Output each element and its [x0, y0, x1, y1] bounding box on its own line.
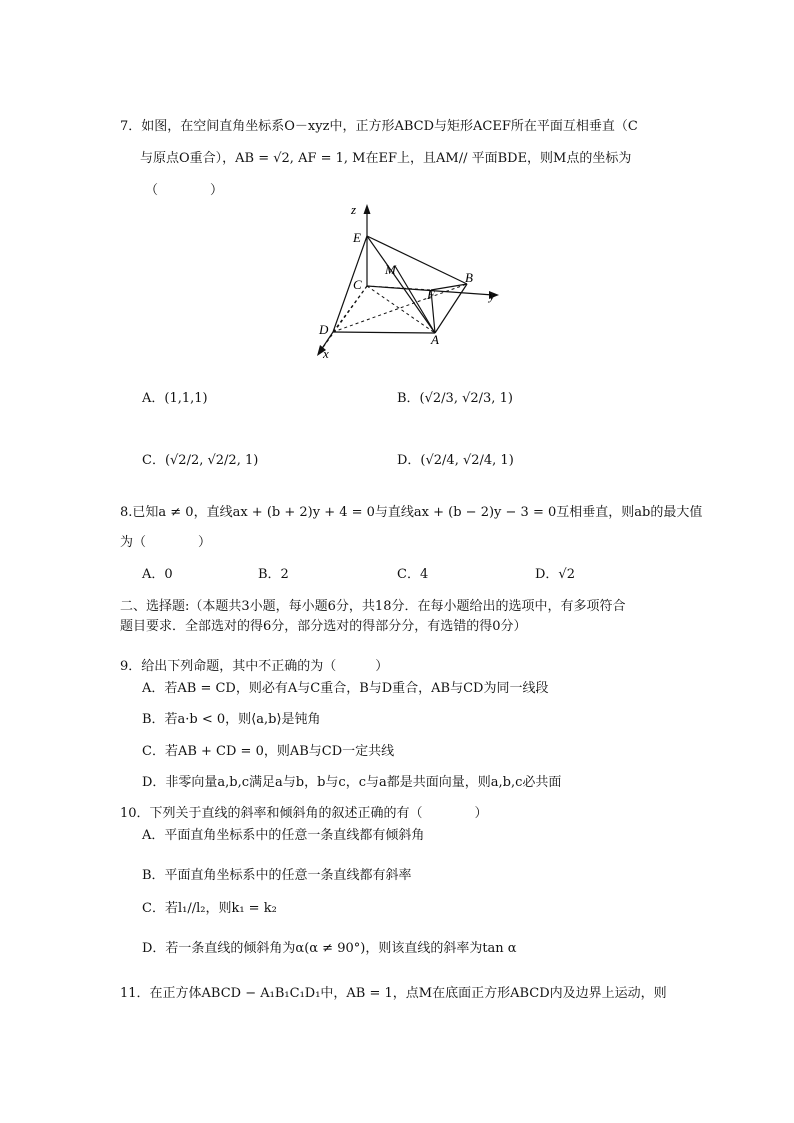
q10-option-c: C．若l₁//l₂，则k₁ = k₂ — [142, 901, 277, 916]
label-F: F — [427, 287, 435, 302]
q7-option-c: C．(√2/2, √2/2, 1) — [142, 453, 259, 468]
q8-option-c: C．4 — [397, 567, 429, 582]
q8-line2: 为（ ） — [120, 535, 212, 550]
label-E: E — [353, 230, 361, 245]
label-z: z — [351, 202, 357, 217]
label-C: C — [353, 277, 362, 292]
q10-stem: 10．下列关于直线的斜率和倾斜角的叙述正确的有（ ） — [120, 806, 488, 821]
q7-option-d: D．(√2/4, √2/4, 1) — [397, 453, 514, 468]
q7-figure — [305, 198, 515, 368]
section2-line1: 二、选择题:（本题共3小题，每小题6分，共18分．在每小题给出的选项中，有多项符合 — [120, 599, 626, 614]
q7-option-a: A．(1,1,1) — [142, 391, 208, 406]
label-D: D — [319, 322, 329, 337]
q7-line2: 与原点O重合），AB = √2, AF = 1, M在EF上，且AM// 平面BDE，则M点的坐标为 — [140, 151, 632, 166]
q10-option-a: A．平面直角坐标系中的任意一条直线都有倾斜角 — [142, 828, 425, 843]
q9-stem: 9．给出下列命题，其中不正确的为（ ） — [120, 659, 389, 674]
q8-option-b: B．2 — [258, 567, 289, 582]
q7-line1: 7．如图，在空间直角坐标系O－xyz中，正方形ABCD与矩形ACEF所在平面互相垂直（C — [120, 119, 638, 134]
q8-line1: 8.已知a ≠ 0，直线ax + (b + 2)y + 4 = 0与直线ax + (b − 2)y − 3 = 0互相垂直，则ab的最大值 — [120, 505, 703, 520]
q7-option-b: B．(√2/3, √2/3, 1) — [397, 391, 513, 406]
q9-option-b: B．若a·b < 0，则⟨a,b⟩是钝角 — [142, 712, 321, 727]
z-axis-arrow — [364, 204, 371, 214]
label-y: y — [489, 288, 495, 303]
label-A: A — [431, 332, 439, 347]
q10-option-b: B．平面直角坐标系中的任意一条直线都有斜率 — [142, 868, 412, 883]
label-x: x — [323, 346, 329, 361]
q11-stem: 11．在正方体ABCD − A₁B₁C₁D₁中，AB = 1，点M在底面正方形ABCD内及边界上运动，则 — [120, 986, 667, 1001]
q9-option-d: D．非零向量a,b,c满足a与b，b与c，c与a都是共面向量，则a,b,c必共面 — [142, 775, 562, 790]
label-M: M — [385, 262, 396, 277]
q10-option-d: D．若一条直线的倾斜角为α(α ≠ 90°)，则该直线的斜率为tan α — [142, 941, 517, 956]
q8-option-a: A．0 — [142, 567, 173, 582]
section2-line2: 题目要求．全部选对的得6分，部分选对的得部分分，有选错的得0分） — [120, 619, 527, 634]
q9-option-a: A．若AB = CD，则必有A与C重合，B与D重合，AB与CD为同一线段 — [142, 681, 549, 696]
q9-option-c: C．若AB + CD = 0，则AB与CD一定共线 — [142, 744, 395, 759]
label-B: B — [465, 270, 473, 285]
q7-answer-blank: （ ） — [145, 183, 224, 198]
q8-option-d: D．√2 — [535, 567, 575, 582]
